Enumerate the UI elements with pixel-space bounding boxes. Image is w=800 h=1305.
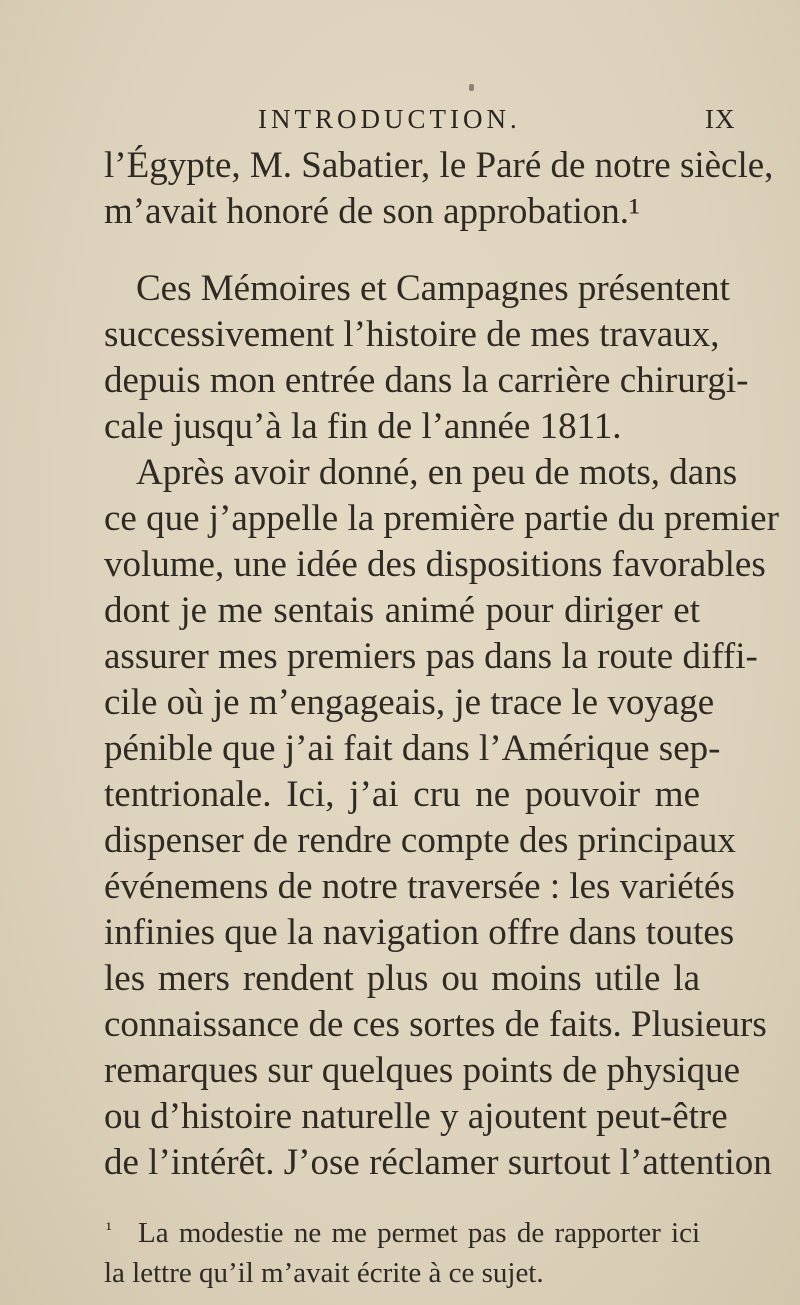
running-title: INTRODUCTION.: [258, 104, 521, 134]
body-line: pénible que j’ai fait dans l’Amérique sep-: [104, 728, 721, 769]
body-line: assurer mes premiers pas dans la route diffi-: [104, 636, 758, 677]
page-number: IX: [705, 104, 736, 134]
footnote-line: la lettre qu’il m’avait écrite à ce sujet.: [104, 1257, 544, 1289]
body-line: connaissance de ces sortes de faits. Plusieurs: [104, 1004, 767, 1045]
body-line: tentrionale. Ici, j’ai cru ne pouvoir me: [104, 774, 700, 815]
body-line: cile où je m’engageais, je trace le voyage: [104, 682, 715, 723]
footnote-line: La modestie ne me permet pas de rapporter ici: [138, 1217, 700, 1249]
body-line: successivement l’histoire de mes travaux,: [104, 314, 720, 355]
body-line: Après avoir donné, en peu de mots, dans: [136, 452, 738, 493]
body-line: événemens de notre traversée : les variétés: [104, 866, 735, 907]
body-line: dont je me sentais animé pour diriger et: [104, 590, 700, 631]
footnote-marker: ¹: [106, 1219, 112, 1240]
body-line: les mers rendent plus ou moins utile la: [104, 958, 700, 999]
body-line: volume, une idée des dispositions favorables: [104, 544, 766, 585]
body-line: ou d’histoire naturelle y ajoutent peut-être: [104, 1096, 728, 1137]
body-line: cale jusqu’à la fin de l’année 1811.: [104, 406, 622, 447]
body-line: l’Égypte, M. Sabatier, le Paré de notre siècle,: [104, 145, 774, 186]
body-line: ce que j’appelle la première partie du premier: [104, 498, 779, 539]
body-line: remarques sur quelques points de physique: [104, 1050, 741, 1091]
body-line: m’avait honoré de son approbation.¹: [104, 191, 641, 232]
body-line: de l’intérêt. J’ose réclamer surtout l’attention: [104, 1142, 772, 1183]
body-line: Ces Mémoires et Campagnes présentent: [136, 268, 730, 309]
printer-mark: [469, 84, 474, 91]
body-line: dispenser de rendre compte des principaux: [104, 820, 736, 861]
body-line: depuis mon entrée dans la carrière chirurgi-: [104, 360, 749, 401]
body-line: infinies que la navigation offre dans toutes: [104, 912, 735, 953]
